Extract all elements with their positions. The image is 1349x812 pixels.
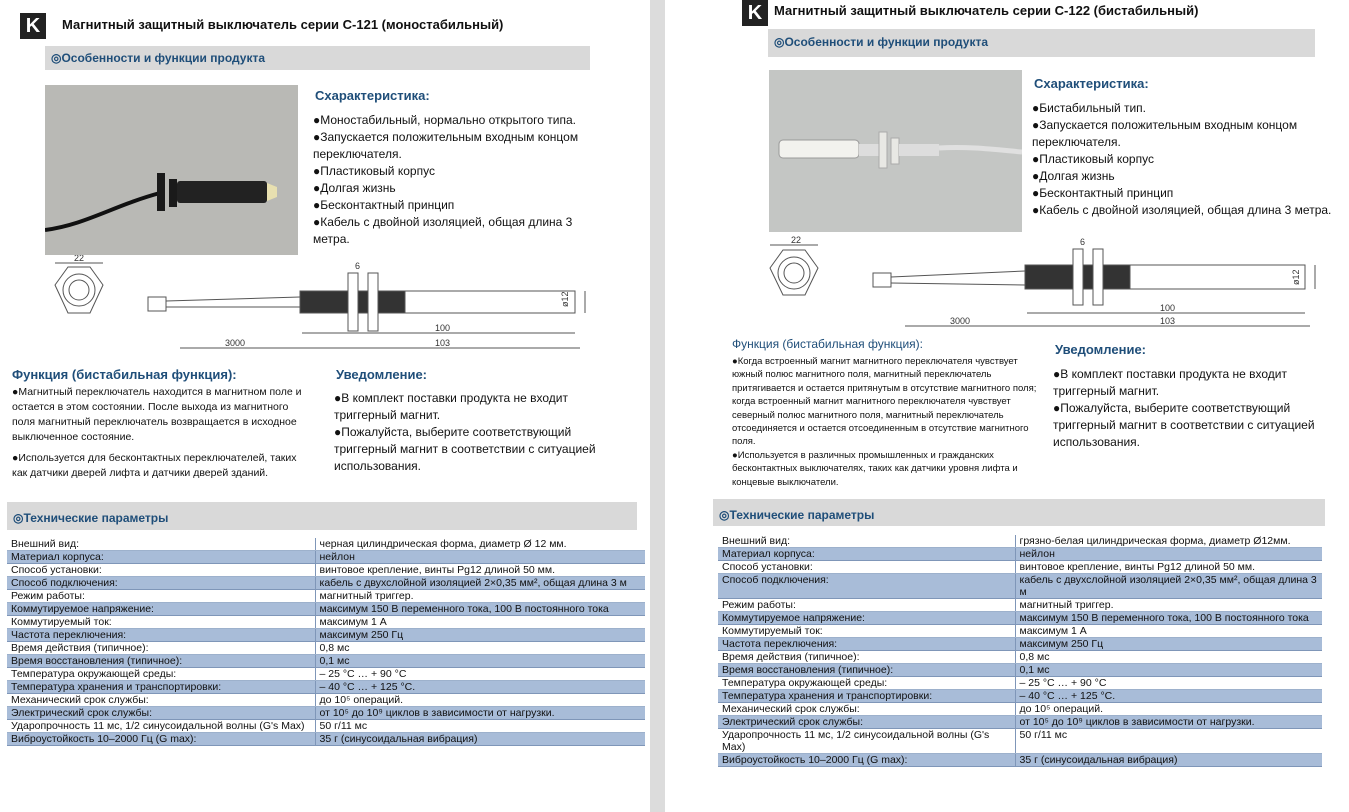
- table-row: [718, 690, 1322, 703]
- param-value: винтовое крепление, винты Pg12 длиной 50 мм.: [315, 564, 645, 577]
- left-page-c121: [0, 0, 650, 812]
- param-value: винтовое крепление, винты Pg12 длиной 50 мм.: [1015, 561, 1322, 574]
- function-heading: Функция (бистабильная функция):: [12, 367, 237, 382]
- param-name: Способ подключения:: [718, 574, 1015, 599]
- param-name: Ударопрочность 11 мс, 1/2 синусоидальной волны (G's Max): [7, 720, 315, 733]
- param-name: Режим работы:: [7, 590, 315, 603]
- table-row: [718, 638, 1322, 651]
- param-value: магнитный триггер.: [1015, 599, 1322, 612]
- product-photo-white-sensor: [769, 70, 1022, 232]
- param-value: от 10⁵ до 10⁹ циклов в зависимости от нагрузки.: [1015, 716, 1322, 729]
- char-item: ●Пластиковый корпус: [313, 164, 435, 178]
- function-description: [732, 355, 1037, 489]
- characteristics-list: [1032, 100, 1347, 219]
- param-value: – 40 °C … + 125 °C.: [315, 681, 645, 694]
- characteristics-heading: Схарактеристика:: [315, 88, 430, 103]
- param-name: Внешний вид:: [718, 535, 1015, 548]
- table-row: [7, 564, 645, 577]
- table-row: [718, 651, 1322, 664]
- notice-item: ●Пожалуйста, выберите соответствующий триггерный магнит в соответствии с ситуацией использования.: [1053, 401, 1315, 449]
- char-item: ●Долгая жизнь: [1032, 169, 1115, 183]
- param-name: Температура хранения и транспортировки:: [7, 681, 315, 694]
- param-name: Ударопрочность 11 мс, 1/2 синусоидальной волны (G's Max): [718, 729, 1015, 754]
- page-title: Магнитный защитный выключатель серии С-122 (бистабильный): [774, 3, 1199, 18]
- param-name: Время восстановления (типичное):: [718, 664, 1015, 677]
- table-row: [7, 707, 645, 720]
- param-value: нейлон: [1015, 548, 1322, 561]
- param-value: максимум 1 А: [315, 616, 645, 629]
- function-item: ●Используется для бесконтактных переключателей, таких как датчики дверей лифта и датчики дверей зданий.: [12, 452, 297, 479]
- dimension-drawing: [765, 233, 1325, 333]
- notice-item: ●В комплект поставки продукта не входит триггерный магнит.: [1053, 367, 1287, 398]
- param-name: Способ установки:: [7, 564, 315, 577]
- table-row: [718, 703, 1322, 716]
- param-name: Коммутируемое напряжение:: [7, 603, 315, 616]
- param-value: черная цилиндрическая форма, диаметр Ø 12 мм.: [315, 538, 645, 551]
- table-row: [718, 677, 1322, 690]
- param-name: Время восстановления (типичное):: [7, 655, 315, 668]
- table-row: [7, 642, 645, 655]
- table-row: [7, 538, 645, 551]
- dim-label-3000: 3000: [225, 338, 246, 348]
- param-value: кабель с двухслойной изоляцией 2×0,35 мм², общая длина 3 м: [315, 577, 645, 590]
- section-tech-heading: ◎Технические параметры: [713, 499, 1325, 526]
- param-value: кабель с двухслойной изоляцией 2×0,35 мм², общая длина 3 м: [1015, 574, 1322, 599]
- param-name: Механический срок службы:: [718, 703, 1015, 716]
- param-name: Виброустойкость 10–2000 Гц (G max):: [718, 754, 1015, 767]
- param-name: Температура окружающей среды:: [718, 677, 1015, 690]
- table-row: [718, 754, 1322, 767]
- param-name: Температура хранения и транспортировки:: [718, 690, 1015, 703]
- param-value: от 10⁵ до 10⁹ циклов в зависимости от нагрузки.: [315, 707, 645, 720]
- tech-params-table: [7, 538, 645, 746]
- table-row: [7, 603, 645, 616]
- param-name: Способ подключения:: [7, 577, 315, 590]
- param-value: 35 г (синусоидальная вибрация): [315, 733, 645, 746]
- param-value: грязно-белая цилиндрическая форма, диаметр Ø12мм.: [1015, 535, 1322, 548]
- function-heading: Функция (бистабильная функция):: [732, 337, 923, 351]
- param-value: до 10⁵ операций.: [315, 694, 645, 707]
- param-value: максимум 150 В переменного тока, 100 В постоянного тока: [1015, 612, 1322, 625]
- dim-label-6: 6: [355, 261, 361, 271]
- char-item: ●Кабель с двойной изоляцией, общая длина 3 метра.: [1032, 203, 1332, 217]
- param-name: Режим работы:: [718, 599, 1015, 612]
- char-item: ●Долгая жизнь: [313, 181, 396, 195]
- char-item: ●Запускается положительным входным концом переключателя.: [313, 130, 579, 161]
- table-row: [718, 625, 1322, 638]
- table-row: [718, 599, 1322, 612]
- param-name: Коммутируемое напряжение:: [718, 612, 1015, 625]
- param-name: Способ установки:: [718, 561, 1015, 574]
- dim-label-3000: 3000: [950, 316, 971, 326]
- tech-params-table: [718, 535, 1322, 767]
- table-row: [718, 612, 1322, 625]
- table-row: [718, 664, 1322, 677]
- param-value: максимум 250 Гц: [1015, 638, 1322, 651]
- right-page-c122: [665, 0, 1349, 812]
- param-name: Частота переключения:: [7, 629, 315, 642]
- table-row: [718, 729, 1322, 754]
- table-row: [7, 733, 645, 746]
- function-item: ●Когда встроенный магнит магнитного переключателя чувствует южный полюс магнитного поля, магнитный переключатель притягивается и остается притянутым в отсутствие магнитного поля; когда встроенный магнит магнитного переключателя чувствует северный полюс магнитного поля, магнитный переключатель отсоединяется и остается отсоединенным в отсутствие магнитного поля.: [732, 356, 1037, 448]
- char-item: ●Бесконтактный принцип: [313, 198, 455, 212]
- dimension-drawing: [40, 255, 600, 355]
- dim-label-103: 103: [435, 338, 451, 348]
- table-row: [7, 720, 645, 733]
- table-row: [718, 535, 1322, 548]
- param-name: Электрический срок службы:: [7, 707, 315, 720]
- function-item: ●Магнитный переключатель находится в магнитном поле и остается в этом состоянии. После выхода из магнитного поля магнитный переключатель возвращается в исходное выключенное состояние.: [12, 386, 302, 443]
- param-name: Материал корпуса:: [718, 548, 1015, 561]
- table-row: [7, 668, 645, 681]
- dim-label-100: 100: [1160, 303, 1176, 313]
- param-name: Время действия (типичное):: [7, 642, 315, 655]
- section-features-heading: ◎Особенности и функции продукта: [768, 29, 1315, 57]
- white-sensor-illustration: [769, 70, 1022, 232]
- table-row: [718, 548, 1322, 561]
- product-photo-black-sensor: [45, 85, 298, 255]
- function-description: [12, 385, 312, 481]
- char-item: ●Бистабильный тип.: [1032, 101, 1147, 115]
- param-value: нейлон: [315, 551, 645, 564]
- param-value: максимум 1 А: [1015, 625, 1322, 638]
- notice-list: [334, 390, 609, 475]
- table-row: [7, 551, 645, 564]
- char-item: ●Моностабильный, нормально открытого типа.: [313, 113, 576, 127]
- char-item: ●Бесконтактный принцип: [1032, 186, 1174, 200]
- characteristics-list: [313, 112, 593, 248]
- table-row: [7, 681, 645, 694]
- dim-label-12: ø12: [560, 291, 570, 307]
- notice-list: [1053, 366, 1328, 451]
- characteristics-heading: Схарактеристика:: [1034, 76, 1149, 91]
- table-row: [7, 616, 645, 629]
- param-value: максимум 250 Гц: [315, 629, 645, 642]
- section-features-heading: ◎Особенности и функции продукта: [45, 46, 590, 70]
- param-value: – 25 °C … + 90 °C: [1015, 677, 1322, 690]
- char-item: ●Кабель с двойной изоляцией, общая длина 3 метра.: [313, 215, 573, 246]
- char-item: ●Запускается положительным входным концом переключателя.: [1032, 118, 1298, 149]
- table-row: [7, 590, 645, 603]
- param-value: 35 г (синусоидальная вибрация): [1015, 754, 1322, 767]
- dim-label-22: 22: [791, 235, 802, 245]
- param-name: Температура окружающей среды:: [7, 668, 315, 681]
- table-row: [7, 577, 645, 590]
- char-item: ●Пластиковый корпус: [1032, 152, 1154, 166]
- page-title: Магнитный защитный выключатель серии С-121 (моностабильный): [62, 17, 504, 32]
- param-value: 0,1 мс: [315, 655, 645, 668]
- table-row: [7, 629, 645, 642]
- brand-logo: K: [20, 13, 46, 39]
- param-value: 0,8 мс: [1015, 651, 1322, 664]
- dim-label-6: 6: [1080, 237, 1086, 247]
- param-name: Материал корпуса:: [7, 551, 315, 564]
- param-name: Время действия (типичное):: [718, 651, 1015, 664]
- brand-logo: K: [742, 0, 768, 26]
- param-value: 0,1 мс: [1015, 664, 1322, 677]
- param-name: Частота переключения:: [718, 638, 1015, 651]
- black-sensor-illustration: [45, 85, 298, 255]
- dim-label-100: 100: [435, 323, 451, 333]
- dim-label-22: 22: [74, 255, 85, 263]
- function-item: ●Используется в различных промышленных и гражданских бесконтактных выключателях, таких как датчики уровня лифта и концевые выключатели.: [732, 449, 1018, 488]
- param-name: Электрический срок службы:: [718, 716, 1015, 729]
- param-value: максимум 150 В переменного тока, 100 В постоянного тока: [315, 603, 645, 616]
- table-row: [718, 574, 1322, 599]
- table-row: [7, 694, 645, 707]
- param-name: Коммутируемый ток:: [718, 625, 1015, 638]
- table-row: [7, 655, 645, 668]
- table-row: [718, 716, 1322, 729]
- param-value: магнитный триггер.: [315, 590, 645, 603]
- param-name: Внешний вид:: [7, 538, 315, 551]
- param-name: Виброустойкость 10–2000 Гц (G max):: [7, 733, 315, 746]
- notice-heading: Уведомление:: [1055, 342, 1146, 357]
- param-value: – 25 °C … + 90 °C: [315, 668, 645, 681]
- section-tech-heading: ◎Технические параметры: [7, 502, 637, 530]
- param-name: Коммутируемый ток:: [7, 616, 315, 629]
- notice-heading: Уведомление:: [336, 367, 427, 382]
- param-value: – 40 °C … + 125 °C.: [1015, 690, 1322, 703]
- param-value: 50 г/11 мс: [315, 720, 645, 733]
- notice-item: ●Пожалуйста, выберите соответствующий триггерный магнит в соответствии с ситуацией использования.: [334, 425, 596, 473]
- param-value: 50 г/11 мс: [1015, 729, 1322, 754]
- param-value: 0,8 мс: [315, 642, 645, 655]
- dim-label-12: ø12: [1291, 269, 1301, 285]
- dim-label-103: 103: [1160, 316, 1176, 326]
- param-value: до 10⁵ операций.: [1015, 703, 1322, 716]
- notice-item: ●В комплект поставки продукта не входит триггерный магнит.: [334, 391, 568, 422]
- param-name: Механический срок службы:: [7, 694, 315, 707]
- table-row: [718, 561, 1322, 574]
